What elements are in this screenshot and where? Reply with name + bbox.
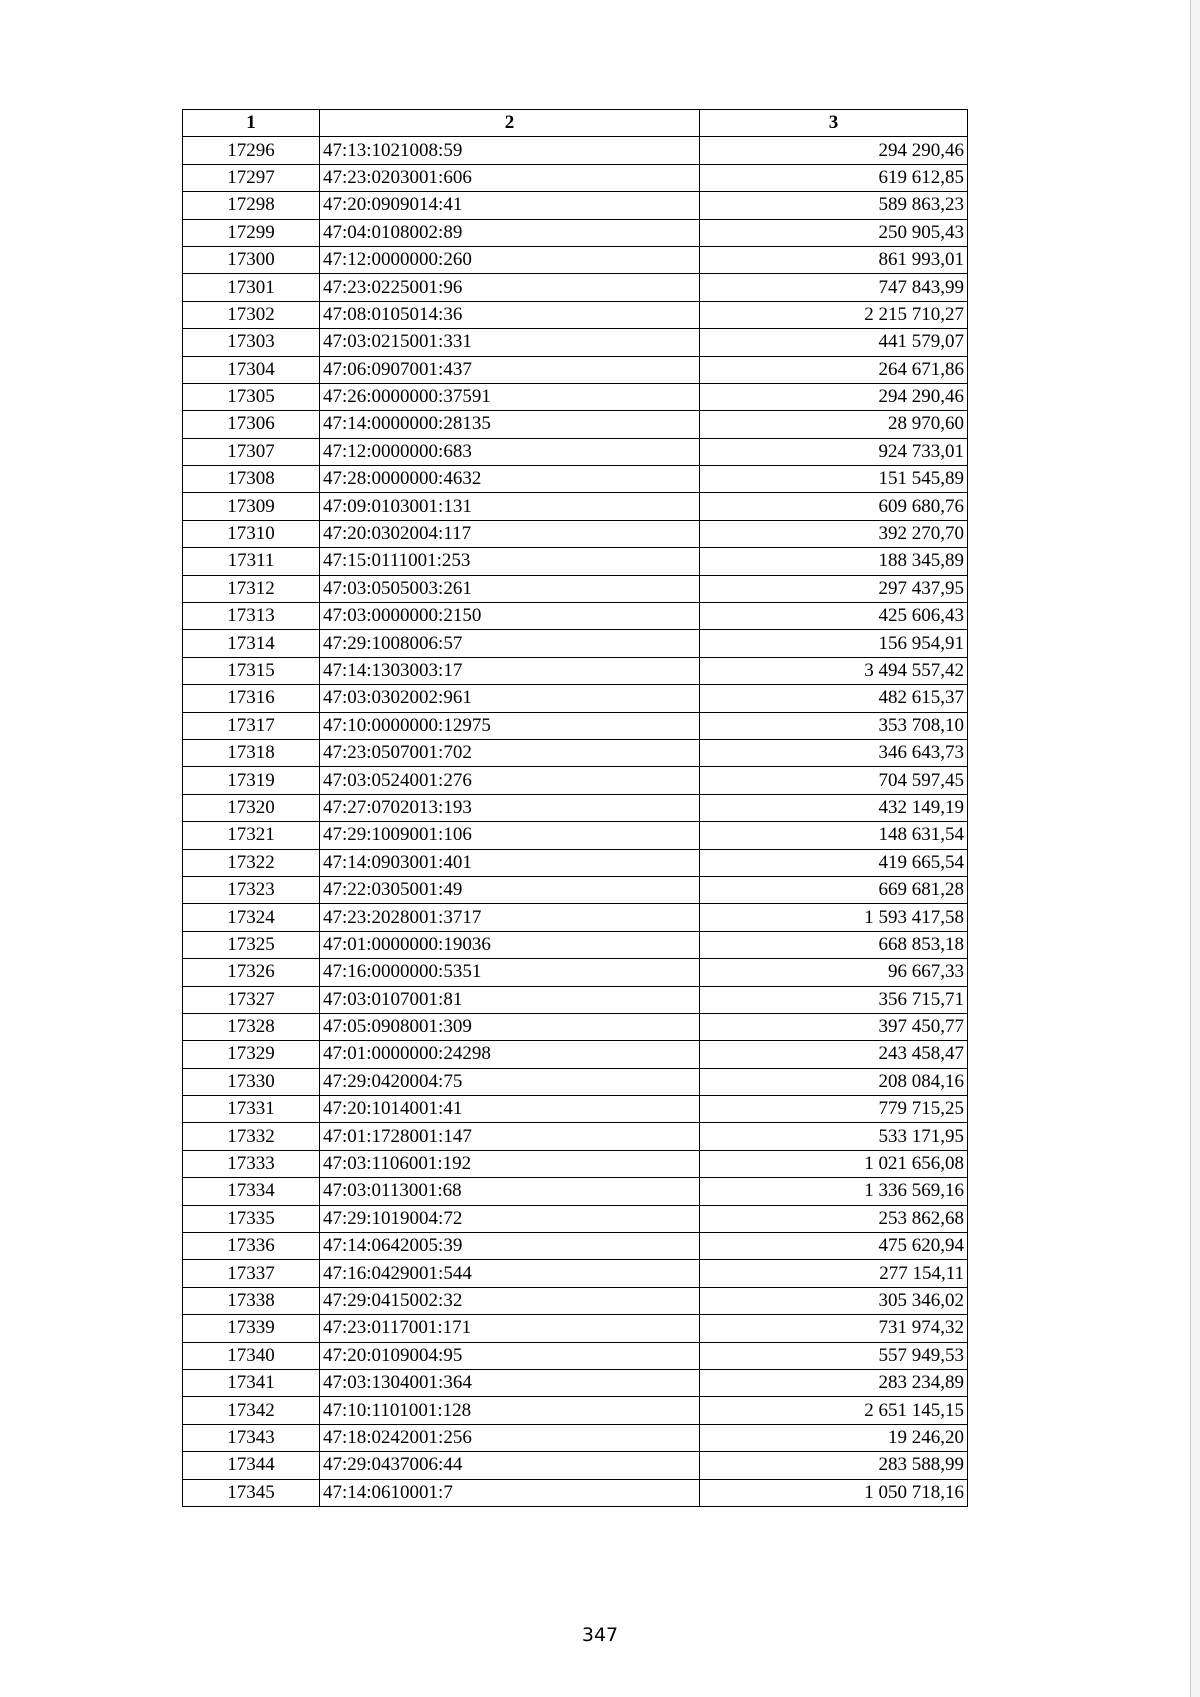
- cadastral-number-cell: 47:29:1008006:57: [320, 630, 700, 657]
- value-cell: 253 862,68: [700, 1205, 968, 1232]
- cadastral-number-cell: 47:20:0109004:95: [320, 1342, 700, 1369]
- value-cell: 188 345,89: [700, 548, 968, 575]
- value-cell: 397 450,77: [700, 1013, 968, 1040]
- value-cell: 208 084,16: [700, 1068, 968, 1095]
- table-row: [183, 1233, 968, 1260]
- table-row: [183, 1068, 968, 1095]
- row-number-cell: 17335: [183, 1205, 320, 1232]
- cadastral-number-cell: 47:06:0907001:437: [320, 356, 700, 383]
- row-number-cell: 17344: [183, 1452, 320, 1479]
- row-number-cell: 17320: [183, 794, 320, 821]
- table-row: [183, 794, 968, 821]
- value-cell: 2 215 710,27: [700, 301, 968, 328]
- table-row: [183, 1424, 968, 1451]
- value-cell: 609 680,76: [700, 493, 968, 520]
- row-number-cell: 17332: [183, 1123, 320, 1150]
- cadastral-number-cell: 47:12:0000000:683: [320, 438, 700, 465]
- value-cell: 243 458,47: [700, 1041, 968, 1068]
- table-row: [183, 466, 968, 493]
- cadastral-number-cell: 47:23:2028001:3717: [320, 904, 700, 931]
- cadastral-number-cell: 47:01:0000000:19036: [320, 931, 700, 958]
- table-row: [183, 164, 968, 191]
- cadastral-number-cell: 47:23:0507001:702: [320, 739, 700, 766]
- cadastral-number-cell: 47:03:1304001:364: [320, 1369, 700, 1396]
- table-row: [183, 1205, 968, 1232]
- value-cell: 1 593 417,58: [700, 904, 968, 931]
- row-number-cell: 17315: [183, 657, 320, 684]
- value-cell: 151 545,89: [700, 466, 968, 493]
- cadastral-number-cell: 47:23:0117001:171: [320, 1315, 700, 1342]
- value-cell: 924 733,01: [700, 438, 968, 465]
- cadastral-number-cell: 47:29:1009001:106: [320, 822, 700, 849]
- row-number-cell: 17323: [183, 876, 320, 903]
- row-number-cell: 17302: [183, 301, 320, 328]
- value-cell: 419 665,54: [700, 849, 968, 876]
- row-number-cell: 17311: [183, 548, 320, 575]
- row-number-cell: 17298: [183, 192, 320, 219]
- value-cell: 283 588,99: [700, 1452, 968, 1479]
- cadastral-number-cell: 47:27:0702013:193: [320, 794, 700, 821]
- cadastral-number-cell: 47:03:0113001:68: [320, 1178, 700, 1205]
- table-row: [183, 1013, 968, 1040]
- table-row: [183, 356, 968, 383]
- row-number-cell: 17343: [183, 1424, 320, 1451]
- table-row: [183, 876, 968, 903]
- value-cell: 533 171,95: [700, 1123, 968, 1150]
- table-row: [183, 849, 968, 876]
- row-number-cell: 17304: [183, 356, 320, 383]
- table-row: [183, 904, 968, 931]
- cadastral-number-cell: 47:29:0420004:75: [320, 1068, 700, 1095]
- value-cell: 1 050 718,16: [700, 1479, 968, 1506]
- row-number-cell: 17314: [183, 630, 320, 657]
- cadastral-number-cell: 47:03:0107001:81: [320, 986, 700, 1013]
- value-cell: 264 671,86: [700, 356, 968, 383]
- cadastral-number-cell: 47:03:0505003:261: [320, 575, 700, 602]
- cadastral-number-cell: 47:03:0524001:276: [320, 767, 700, 794]
- row-number-cell: 17308: [183, 466, 320, 493]
- row-number-cell: 17303: [183, 329, 320, 356]
- cadastral-number-cell: 47:04:0108002:89: [320, 219, 700, 246]
- cadastral-number-cell: 47:03:1106001:192: [320, 1150, 700, 1177]
- table-row: [183, 1369, 968, 1396]
- row-number-cell: 17331: [183, 1096, 320, 1123]
- cadastral-number-cell: 47:16:0000000:5351: [320, 959, 700, 986]
- cadastral-number-cell: 47:20:0302004:117: [320, 520, 700, 547]
- row-number-cell: 17330: [183, 1068, 320, 1095]
- table-header-row: [183, 110, 968, 137]
- cadastral-number-cell: 47:14:1303003:17: [320, 657, 700, 684]
- row-number-cell: 17325: [183, 931, 320, 958]
- cadastral-number-cell: 47:14:0903001:401: [320, 849, 700, 876]
- value-cell: 425 606,43: [700, 603, 968, 630]
- table-row: [183, 1178, 968, 1205]
- row-number-cell: 17319: [183, 767, 320, 794]
- column-header-2: 2: [320, 110, 700, 137]
- row-number-cell: 17305: [183, 383, 320, 410]
- row-number-cell: 17307: [183, 438, 320, 465]
- column-header-1: 1: [183, 110, 320, 137]
- value-cell: 432 149,19: [700, 794, 968, 821]
- cadastral-value-table: [182, 109, 968, 1507]
- value-cell: 779 715,25: [700, 1096, 968, 1123]
- row-number-cell: 17326: [183, 959, 320, 986]
- value-cell: 589 863,23: [700, 192, 968, 219]
- cadastral-number-cell: 47:03:0000000:2150: [320, 603, 700, 630]
- cadastral-number-cell: 47:08:0105014:36: [320, 301, 700, 328]
- row-number-cell: 17337: [183, 1260, 320, 1287]
- table-row: [183, 493, 968, 520]
- table-row: [183, 603, 968, 630]
- row-number-cell: 17310: [183, 520, 320, 547]
- table-row: [183, 329, 968, 356]
- row-number-cell: 17342: [183, 1397, 320, 1424]
- cadastral-number-cell: 47:13:1021008:59: [320, 137, 700, 164]
- table-row: [183, 1287, 968, 1314]
- table-row: [183, 1123, 968, 1150]
- table-row: [183, 1479, 968, 1506]
- value-cell: 392 270,70: [700, 520, 968, 547]
- cadastral-number-cell: 47:20:1014001:41: [320, 1096, 700, 1123]
- table-row: [183, 931, 968, 958]
- cadastral-number-cell: 47:16:0429001:544: [320, 1260, 700, 1287]
- cadastral-number-cell: 47:14:0642005:39: [320, 1233, 700, 1260]
- value-cell: 28 970,60: [700, 411, 968, 438]
- row-number-cell: 17312: [183, 575, 320, 602]
- table-row: [183, 246, 968, 273]
- value-cell: 294 290,46: [700, 383, 968, 410]
- page-right-edge: [1190, 0, 1200, 1697]
- row-number-cell: 17324: [183, 904, 320, 931]
- cadastral-number-cell: 47:29:0415002:32: [320, 1287, 700, 1314]
- row-number-cell: 17321: [183, 822, 320, 849]
- row-number-cell: 17334: [183, 1178, 320, 1205]
- value-cell: 747 843,99: [700, 274, 968, 301]
- table-row: [183, 630, 968, 657]
- row-number-cell: 17333: [183, 1150, 320, 1177]
- table-row: [183, 767, 968, 794]
- row-number-cell: 17316: [183, 685, 320, 712]
- cadastral-number-cell: 47:03:0302002:961: [320, 685, 700, 712]
- value-cell: 305 346,02: [700, 1287, 968, 1314]
- value-cell: 669 681,28: [700, 876, 968, 903]
- table-row: [183, 657, 968, 684]
- table-row: [183, 411, 968, 438]
- cadastral-number-cell: 47:12:0000000:260: [320, 246, 700, 273]
- table-row: [183, 1342, 968, 1369]
- cadastral-number-cell: 47:03:0215001:331: [320, 329, 700, 356]
- table-row: [183, 1150, 968, 1177]
- value-cell: 475 620,94: [700, 1233, 968, 1260]
- row-number-cell: 17313: [183, 603, 320, 630]
- cadastral-number-cell: 47:18:0242001:256: [320, 1424, 700, 1451]
- row-number-cell: 17300: [183, 246, 320, 273]
- table-row: [183, 274, 968, 301]
- row-number-cell: 17322: [183, 849, 320, 876]
- cadastral-number-cell: 47:14:0610001:7: [320, 1479, 700, 1506]
- row-number-cell: 17299: [183, 219, 320, 246]
- table-row: [183, 1041, 968, 1068]
- value-cell: 557 949,53: [700, 1342, 968, 1369]
- table-row: [183, 575, 968, 602]
- row-number-cell: 17297: [183, 164, 320, 191]
- table-row: [183, 739, 968, 766]
- value-cell: 704 597,45: [700, 767, 968, 794]
- value-cell: 668 853,18: [700, 931, 968, 958]
- cadastral-number-cell: 47:01:1728001:147: [320, 1123, 700, 1150]
- table-row: [183, 301, 968, 328]
- table-row: [183, 137, 968, 164]
- value-cell: 731 974,32: [700, 1315, 968, 1342]
- row-number-cell: 17341: [183, 1369, 320, 1396]
- value-cell: 1 336 569,16: [700, 1178, 968, 1205]
- cadastral-number-cell: 47:01:0000000:24298: [320, 1041, 700, 1068]
- table-body: [183, 137, 968, 1507]
- value-cell: 156 954,91: [700, 630, 968, 657]
- cadastral-number-cell: 47:29:0437006:44: [320, 1452, 700, 1479]
- table-row: [183, 1452, 968, 1479]
- value-cell: 1 021 656,08: [700, 1150, 968, 1177]
- row-number-cell: 17309: [183, 493, 320, 520]
- table-row: [183, 1260, 968, 1287]
- row-number-cell: 17339: [183, 1315, 320, 1342]
- value-cell: 861 993,01: [700, 246, 968, 273]
- row-number-cell: 17338: [183, 1287, 320, 1314]
- table-row: [183, 986, 968, 1013]
- value-cell: 19 246,20: [700, 1424, 968, 1451]
- cadastral-number-cell: 47:14:0000000:28135: [320, 411, 700, 438]
- table-row: [183, 1315, 968, 1342]
- cadastral-number-cell: 47:10:1101001:128: [320, 1397, 700, 1424]
- value-cell: 619 612,85: [700, 164, 968, 191]
- cadastral-number-cell: 47:23:0225001:96: [320, 274, 700, 301]
- value-cell: 346 643,73: [700, 739, 968, 766]
- row-number-cell: 17318: [183, 739, 320, 766]
- value-cell: 148 631,54: [700, 822, 968, 849]
- value-cell: 353 708,10: [700, 712, 968, 739]
- page-number: 347: [581, 1624, 619, 1646]
- row-number-cell: 17296: [183, 137, 320, 164]
- cadastral-number-cell: 47:28:0000000:4632: [320, 466, 700, 493]
- row-number-cell: 17306: [183, 411, 320, 438]
- row-number-cell: 17345: [183, 1479, 320, 1506]
- table-row: [183, 1397, 968, 1424]
- table-row: [183, 520, 968, 547]
- cadastral-number-cell: 47:10:0000000:12975: [320, 712, 700, 739]
- row-number-cell: 17327: [183, 986, 320, 1013]
- cadastral-number-cell: 47:23:0203001:606: [320, 164, 700, 191]
- table-row: [183, 959, 968, 986]
- table-row: [183, 219, 968, 246]
- row-number-cell: 17301: [183, 274, 320, 301]
- value-cell: 277 154,11: [700, 1260, 968, 1287]
- value-cell: 250 905,43: [700, 219, 968, 246]
- cadastral-number-cell: 47:29:1019004:72: [320, 1205, 700, 1232]
- table-row: [183, 548, 968, 575]
- value-cell: 2 651 145,15: [700, 1397, 968, 1424]
- value-cell: 356 715,71: [700, 986, 968, 1013]
- value-cell: 297 437,95: [700, 575, 968, 602]
- value-cell: 294 290,46: [700, 137, 968, 164]
- cadastral-number-cell: 47:20:0909014:41: [320, 192, 700, 219]
- row-number-cell: 17317: [183, 712, 320, 739]
- value-cell: 96 667,33: [700, 959, 968, 986]
- cadastral-number-cell: 47:15:0111001:253: [320, 548, 700, 575]
- value-cell: 482 615,37: [700, 685, 968, 712]
- value-cell: 441 579,07: [700, 329, 968, 356]
- row-number-cell: 17328: [183, 1013, 320, 1040]
- table-row: [183, 822, 968, 849]
- cadastral-number-cell: 47:05:0908001:309: [320, 1013, 700, 1040]
- cadastral-number-cell: 47:22:0305001:49: [320, 876, 700, 903]
- table-row: [183, 1096, 968, 1123]
- table-row: [183, 192, 968, 219]
- table-row: [183, 383, 968, 410]
- row-number-cell: 17340: [183, 1342, 320, 1369]
- value-cell: 283 234,89: [700, 1369, 968, 1396]
- row-number-cell: 17336: [183, 1233, 320, 1260]
- row-number-cell: 17329: [183, 1041, 320, 1068]
- value-cell: 3 494 557,42: [700, 657, 968, 684]
- cadastral-number-cell: 47:26:0000000:37591: [320, 383, 700, 410]
- cadastral-number-cell: 47:09:0103001:131: [320, 493, 700, 520]
- table-row: [183, 685, 968, 712]
- table-row: [183, 438, 968, 465]
- table-row: [183, 712, 968, 739]
- column-header-3: 3: [700, 110, 968, 137]
